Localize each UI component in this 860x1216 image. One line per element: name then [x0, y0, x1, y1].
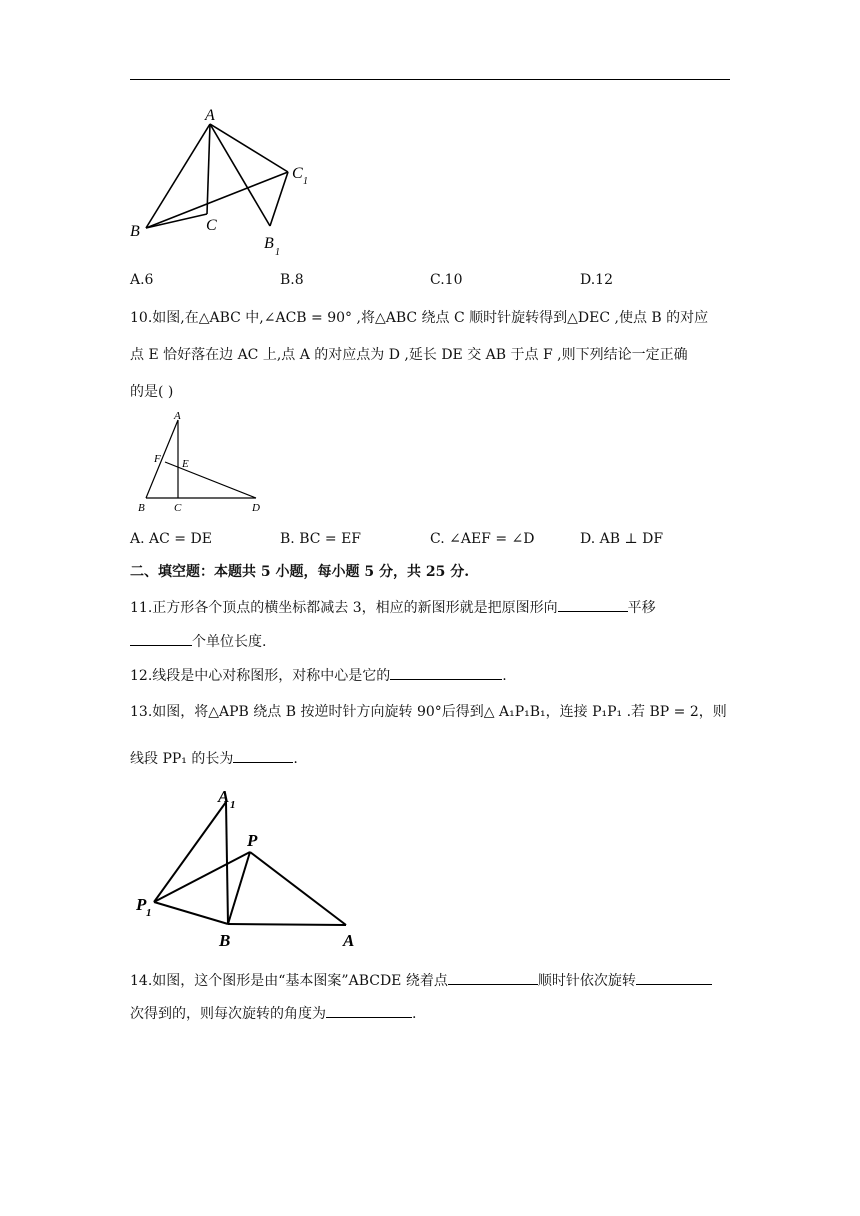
- figure-q9: [120, 100, 340, 270]
- label-A: A: [174, 410, 181, 422]
- label-P1-sub: 1: [146, 907, 152, 919]
- label-C1-sub: 1: [303, 176, 308, 187]
- label-A1-sub: 1: [230, 799, 236, 811]
- q12-line: [130, 665, 507, 686]
- q10-line-2: 点 E 恰好落在边 AC 上,点 A 的对应点为 D ,延长 DE 交 AB 于点 F ,则下列结论一定正确: [130, 347, 688, 363]
- q13-blank: [233, 748, 293, 763]
- q9-option-d: D.12: [580, 272, 613, 288]
- q10-option-c: C. ∠AEF = ∠D: [430, 531, 535, 547]
- q14-blank-angle: [326, 1003, 412, 1018]
- q12-blank: [390, 665, 502, 680]
- q14-line-1: [130, 970, 712, 991]
- label-B1: B: [264, 235, 274, 252]
- label-B: B: [219, 931, 231, 950]
- q14-text-a: 14.如图，这个图形是由“基本图案”ABCDE 绕着点: [130, 973, 448, 989]
- q10-option-d: D. AB ⊥ DF: [580, 531, 664, 547]
- label-C: C: [206, 217, 217, 234]
- q12-text-b: .: [502, 668, 507, 684]
- q14-text-d: .: [412, 1006, 417, 1022]
- q13-text-c: .: [293, 751, 298, 767]
- q11-blank-units: [130, 631, 192, 646]
- q14-text-c: 次得到的，则每次旋转的角度为: [130, 1006, 326, 1022]
- label-F: F: [154, 453, 161, 465]
- figure-q13: [130, 780, 370, 955]
- q14-blank-times: [636, 970, 712, 985]
- label-P1: P: [136, 895, 147, 914]
- q11-text-b: 平移: [627, 600, 656, 616]
- label-C1: C: [292, 165, 303, 182]
- figure-q10: [130, 410, 270, 520]
- q10-option-b: B. BC = EF: [280, 531, 362, 547]
- q12-text-a: 12.线段是中心对称图形，对称中心是它的: [130, 668, 391, 684]
- q9-option-c: C.10: [430, 272, 463, 288]
- label-A1: A: [218, 787, 230, 806]
- label-B: B: [138, 502, 145, 514]
- label-C: C: [174, 502, 182, 514]
- q14-line-2: [130, 1003, 416, 1024]
- label-E: E: [182, 458, 189, 470]
- q14-blank-point: [448, 970, 538, 985]
- q13-line-2: [130, 748, 298, 769]
- q13-text-b: 线段 PP₁ 的长为: [130, 751, 234, 767]
- q9-option-b: B.8: [280, 272, 304, 288]
- label-P: P: [247, 831, 258, 850]
- label-A: A: [343, 931, 355, 950]
- q9-option-a: A.6: [130, 272, 154, 288]
- q11-text-a: 11.正方形各个顶点的横坐标都减去 3，相应的新图形就是把原图形向: [130, 600, 558, 616]
- label-D: D: [252, 502, 260, 514]
- q10-line-1: 10.如图,在△ABC 中,∠ACB = 90° ,将△ABC 绕点 C 顺时针旋转得到△DEC ,使点 B 的对应: [130, 310, 709, 326]
- section-heading: 二、填空题：本题共 5 小题，每小题 5 分，共 25 分.: [130, 564, 470, 580]
- q10-option-a: A. AC = DE: [130, 531, 212, 547]
- label-B1-sub: 1: [275, 247, 280, 258]
- header-rule: [130, 79, 730, 80]
- q11-line-2: [130, 631, 266, 652]
- q11-text-c: 个单位长度.: [192, 634, 267, 650]
- q10-line-3: 的是( ): [130, 384, 174, 400]
- q11-line-1: [130, 597, 656, 618]
- q11-blank-direction: [558, 597, 628, 612]
- label-B: B: [130, 223, 140, 240]
- label-A: A: [205, 107, 215, 124]
- q13-line-1: 13.如图，将△APB 绕点 B 按逆时针方向旋转 90°后得到△ A₁P₁B₁，连接 P₁P₁ .若 BP = 2，则: [130, 704, 727, 720]
- q14-text-b: 顺时针依次旋转: [537, 973, 636, 989]
